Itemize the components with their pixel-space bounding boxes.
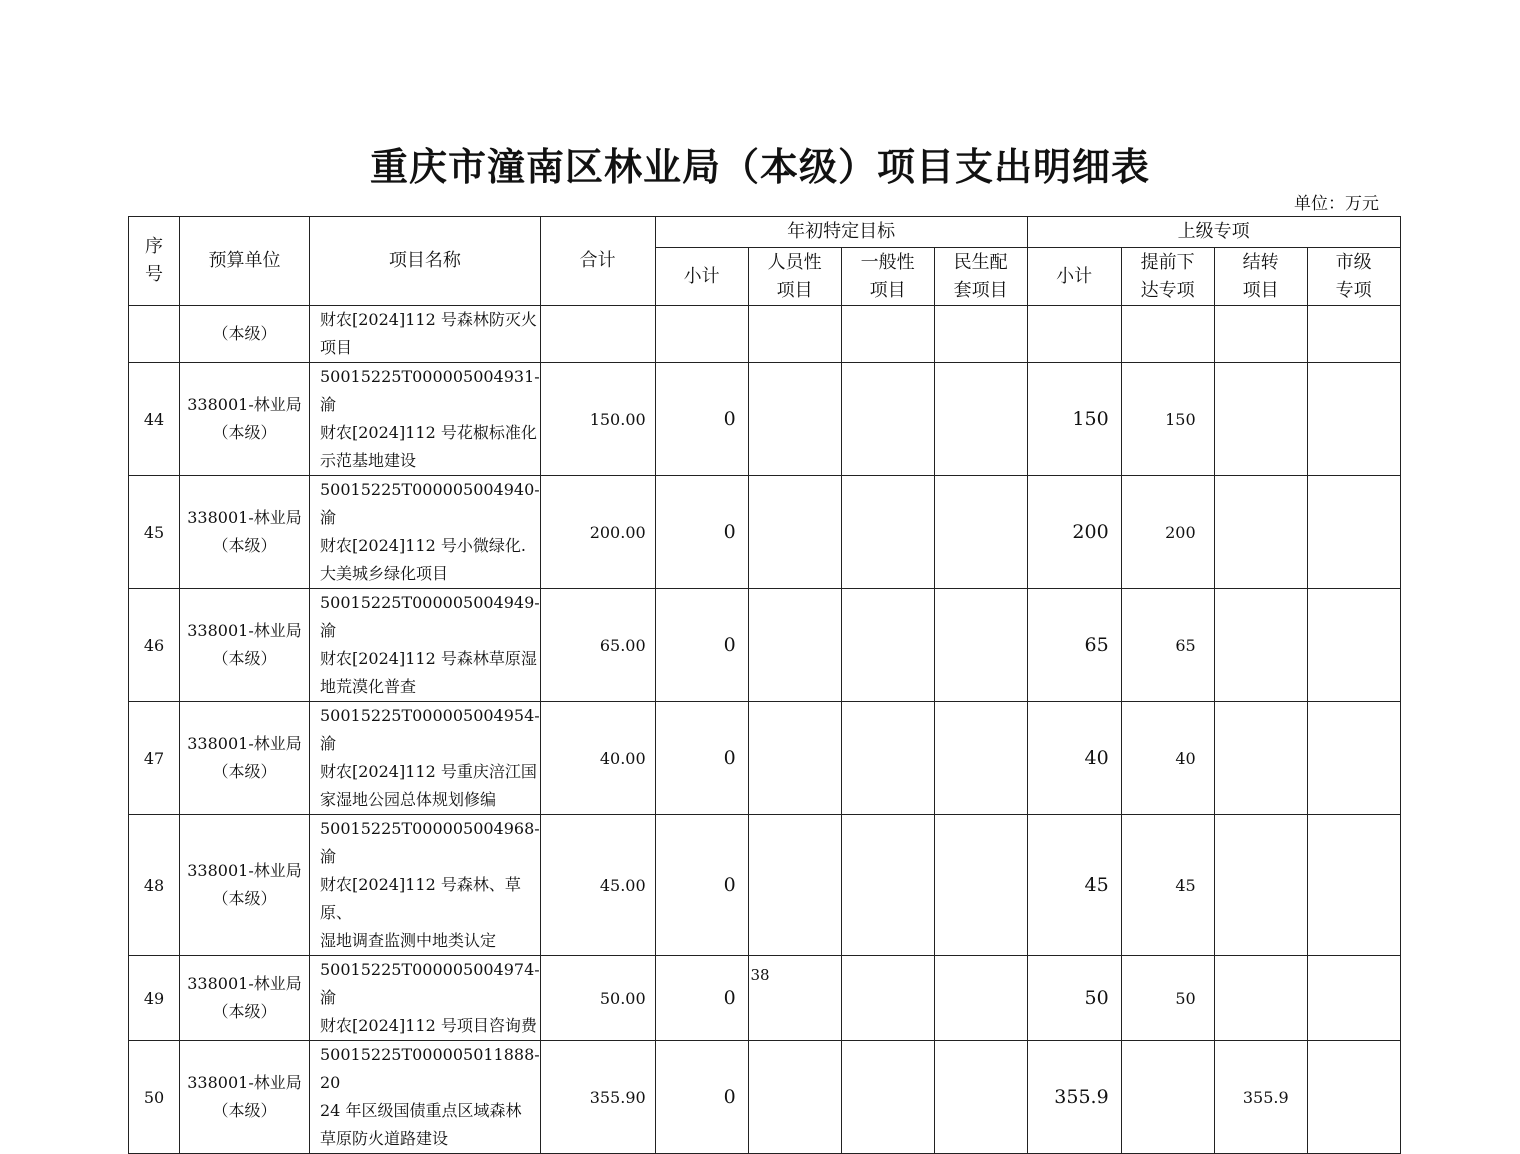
cell-annual-general <box>841 815 934 956</box>
cell-project-name: 50015225T000005004974-渝 财农[2024]112 号项目咨询费 <box>310 956 541 1041</box>
cell-project-name: 50015225T000005004949-渝 财农[2024]112 号森林草原湿 地荒漠化普查 <box>310 589 541 702</box>
cell-superior-subtotal <box>1027 306 1121 363</box>
cell-annual-personnel <box>748 363 841 476</box>
cell-superior-city <box>1307 589 1400 702</box>
cell-superior-advance <box>1121 1041 1214 1154</box>
cell-superior-subtotal: 355.9 <box>1027 1041 1121 1154</box>
cell-superior-subtotal: 150 <box>1027 363 1121 476</box>
cell-annual-livelihood <box>934 363 1027 476</box>
cell-superior-city <box>1307 476 1400 589</box>
cell-annual-subtotal: 0 <box>655 363 748 476</box>
cell-superior-subtotal: 200 <box>1027 476 1121 589</box>
cell-annual-subtotal: 0 <box>655 476 748 589</box>
header-superior-carryover: 结转 项目 <box>1214 248 1307 306</box>
cell-total: 150.00 <box>540 363 655 476</box>
table-row <box>129 815 1401 956</box>
cell-annual-personnel <box>748 589 841 702</box>
table-row <box>129 702 1401 815</box>
cell-seq: 46 <box>129 589 180 702</box>
header-seq: 序 号 <box>129 217 180 306</box>
cell-annual-personnel <box>748 1041 841 1154</box>
cell-annual-livelihood <box>934 589 1027 702</box>
cell-seq: 45 <box>129 476 180 589</box>
cell-annual-general <box>841 306 934 363</box>
cell-total: 40.00 <box>540 702 655 815</box>
cell-total: 65.00 <box>540 589 655 702</box>
page-number: 38 <box>750 966 770 984</box>
cell-project-name: 50015225T000005004968-渝 财农[2024]112 号森林、草原、 湿地调查监测中地类认定 <box>310 815 541 956</box>
cell-superior-advance: 150 <box>1121 363 1214 476</box>
cell-seq: 48 <box>129 815 180 956</box>
cell-annual-livelihood <box>934 1041 1027 1154</box>
cell-seq: 49 <box>129 956 180 1041</box>
cell-annual-livelihood <box>934 306 1027 363</box>
cell-annual-livelihood <box>934 815 1027 956</box>
cell-superior-city <box>1307 363 1400 476</box>
cell-budget-unit: （本级） <box>180 306 310 363</box>
cell-superior-advance: 200 <box>1121 476 1214 589</box>
header-annual-livelihood: 民生配 套项目 <box>934 248 1027 306</box>
table-row <box>129 476 1401 589</box>
table-row <box>129 589 1401 702</box>
cell-budget-unit: 338001-林业局 （本级） <box>180 363 310 476</box>
header-annual-group: 年初特定目标 <box>655 217 1027 248</box>
table-row <box>129 1041 1401 1154</box>
header-annual-subtotal: 小计 <box>655 248 748 306</box>
cell-seq: 44 <box>129 363 180 476</box>
cell-superior-city <box>1307 815 1400 956</box>
header-total: 合计 <box>540 217 655 306</box>
cell-project-name: 50015225T000005004954-渝 财农[2024]112 号重庆涪江国 家湿地公园总体规划修编 <box>310 702 541 815</box>
cell-total: 50.00 <box>540 956 655 1041</box>
cell-superior-city <box>1307 1041 1400 1154</box>
header-budget-unit: 预算单位 <box>180 217 310 306</box>
cell-total: 45.00 <box>540 815 655 956</box>
cell-annual-general <box>841 476 934 589</box>
cell-superior-carryover <box>1214 476 1307 589</box>
cell-annual-subtotal: 0 <box>655 815 748 956</box>
cell-project-name: 50015225T000005004931-渝 财农[2024]112 号花椒标准化 示范基地建设 <box>310 363 541 476</box>
header-project-name: 项目名称 <box>310 217 541 306</box>
cell-project-name: 财农[2024]112 号森林防灭火 项目 <box>310 306 541 363</box>
cell-seq: 47 <box>129 702 180 815</box>
cell-annual-subtotal: 0 <box>655 702 748 815</box>
cell-superior-advance: 45 <box>1121 815 1214 956</box>
cell-total <box>540 306 655 363</box>
cell-project-name: 50015225T000005004940-渝 财农[2024]112 号小微绿化. 大美城乡绿化项目 <box>310 476 541 589</box>
cell-superior-subtotal: 65 <box>1027 589 1121 702</box>
cell-budget-unit: 338001-林业局 （本级） <box>180 956 310 1041</box>
header-superior-city: 市级 专项 <box>1307 248 1400 306</box>
header-annual-general: 一般性 项目 <box>841 248 934 306</box>
cell-superior-carryover <box>1214 363 1307 476</box>
cell-annual-personnel <box>748 306 841 363</box>
cell-annual-subtotal: 0 <box>655 956 748 1041</box>
page-title: 重庆市潼南区林业局（本级）项目支出明细表 <box>369 144 1150 189</box>
cell-superior-carryover <box>1214 589 1307 702</box>
cell-total: 355.90 <box>540 1041 655 1154</box>
cell-superior-advance: 40 <box>1121 702 1214 815</box>
cell-superior-advance <box>1121 306 1214 363</box>
cell-superior-city <box>1307 702 1400 815</box>
cell-seq: 50 <box>129 1041 180 1154</box>
cell-annual-subtotal <box>655 306 748 363</box>
header-superior-advance: 提前下 达专项 <box>1121 248 1214 306</box>
cell-annual-subtotal: 0 <box>655 589 748 702</box>
cell-superior-carryover: 355.9 <box>1214 1041 1307 1154</box>
cell-superior-advance: 65 <box>1121 589 1214 702</box>
cell-annual-general <box>841 589 934 702</box>
cell-superior-carryover <box>1214 815 1307 956</box>
cell-budget-unit: 338001-林业局 （本级） <box>180 815 310 956</box>
cell-superior-carryover <box>1214 306 1307 363</box>
cell-annual-personnel <box>748 815 841 956</box>
header-annual-personnel: 人员性 项目 <box>748 248 841 306</box>
cell-annual-livelihood <box>934 702 1027 815</box>
cell-annual-personnel <box>748 702 841 815</box>
table-row <box>129 363 1401 476</box>
header-superior-group: 上级专项 <box>1027 217 1400 248</box>
cell-budget-unit: 338001-林业局 （本级） <box>180 702 310 815</box>
cell-superior-city <box>1307 306 1400 363</box>
table-row <box>129 306 1401 363</box>
cell-superior-advance: 50 <box>1121 956 1214 1041</box>
unit-label: 单位：万元 <box>1294 194 1379 214</box>
cell-total: 200.00 <box>540 476 655 589</box>
cell-annual-personnel <box>748 476 841 589</box>
cell-superior-subtotal: 50 <box>1027 956 1121 1041</box>
cell-superior-carryover <box>1214 702 1307 815</box>
cell-superior-subtotal: 45 <box>1027 815 1121 956</box>
cell-annual-general <box>841 1041 934 1154</box>
cell-budget-unit: 338001-林业局 （本级） <box>180 1041 310 1154</box>
cell-annual-subtotal: 0 <box>655 1041 748 1154</box>
cell-seq <box>129 306 180 363</box>
cell-project-name: 50015225T000005011888-20 24 年区级国债重点区域森林 草原防火道路建设 <box>310 1041 541 1154</box>
project-expenditure-table <box>128 216 1401 1154</box>
cell-annual-general <box>841 702 934 815</box>
cell-annual-livelihood <box>934 476 1027 589</box>
cell-annual-general <box>841 363 934 476</box>
cell-superior-subtotal: 40 <box>1027 702 1121 815</box>
cell-budget-unit: 338001-林业局 （本级） <box>180 589 310 702</box>
cell-budget-unit: 338001-林业局 （本级） <box>180 476 310 589</box>
header-superior-subtotal: 小计 <box>1027 248 1121 306</box>
